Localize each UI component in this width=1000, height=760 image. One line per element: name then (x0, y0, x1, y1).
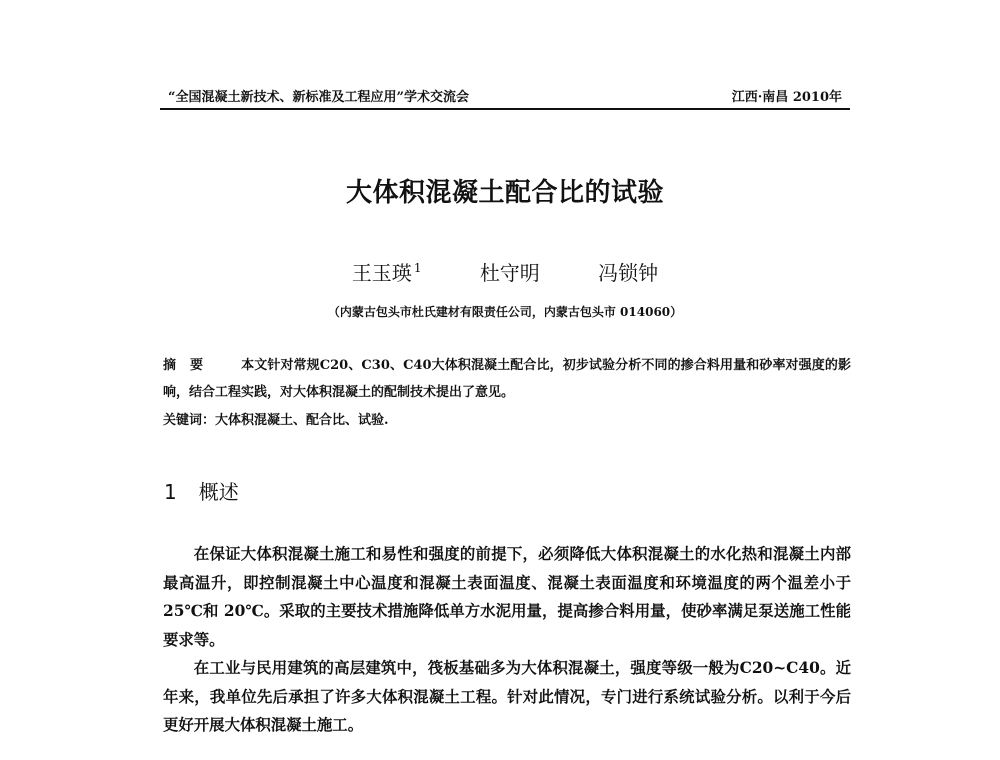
author-list (160, 257, 850, 286)
keywords-label: 关键词： (163, 413, 216, 428)
author-name (352, 257, 422, 286)
section-body (163, 540, 851, 740)
author-name (480, 257, 540, 286)
keywords-text: 大体积混凝土、配合比、试验. (215, 413, 389, 428)
running-header (160, 86, 850, 110)
section-title: 概述 (198, 480, 239, 504)
author-affiliation: （内蒙古包头市杜氏建材有限责任公司，内蒙古包头市 014060） (327, 305, 683, 319)
author-name-text: 王玉瑛 (351, 261, 412, 285)
conference-location-year: 江西·南昌 2010年 (731, 90, 842, 105)
author-name-text: 冯锁钟 (598, 261, 659, 285)
keywords (163, 407, 851, 434)
section-heading (164, 476, 239, 505)
paper-title: 大体积混凝土配合比的试验 (345, 178, 664, 208)
body-paragraph: 在工业与民用建筑的高层建筑中，筏板基础多为大体积混凝土，强度等级一般为C20~C40。近年来，我单位先后承担了许多大体积混凝土工程。针对此情况，专门进行系统试验分析。以利于今后更好开展大体积混凝土施工。 (163, 659, 851, 734)
author-name (598, 257, 658, 286)
abstract-text: 本文针对常规C20、C30、C40大体积混凝土配合比，初步试验分析不同的掺合料用量和砂率对强度的影响，结合工程实践，对大体积混凝土的配制技术提出了意见。 (163, 358, 851, 400)
author-affiliation-mark: 1 (413, 261, 422, 276)
author-name-text: 杜守明 (479, 261, 540, 285)
section-number: 1 (164, 480, 177, 504)
abstract (163, 352, 851, 406)
conference-name: “全国混凝土新技术、新标准及工程应用”学术交流会 (168, 90, 469, 105)
body-paragraph: 在保证大体积混凝土施工和易性和强度的前提下，必须降低大体积混凝土的水化热和混凝土内部最高温升，即控制混凝土中心温度和混凝土表面温度、混凝土表面温度和环境温度的两个温差小于 25℃和 20℃。采取的主要技术措施降低单方水泥用量，提高掺合料用量，使砂率满足泵送施工性能要求等。 (163, 545, 851, 649)
abstract-label: 摘要 (163, 358, 218, 373)
